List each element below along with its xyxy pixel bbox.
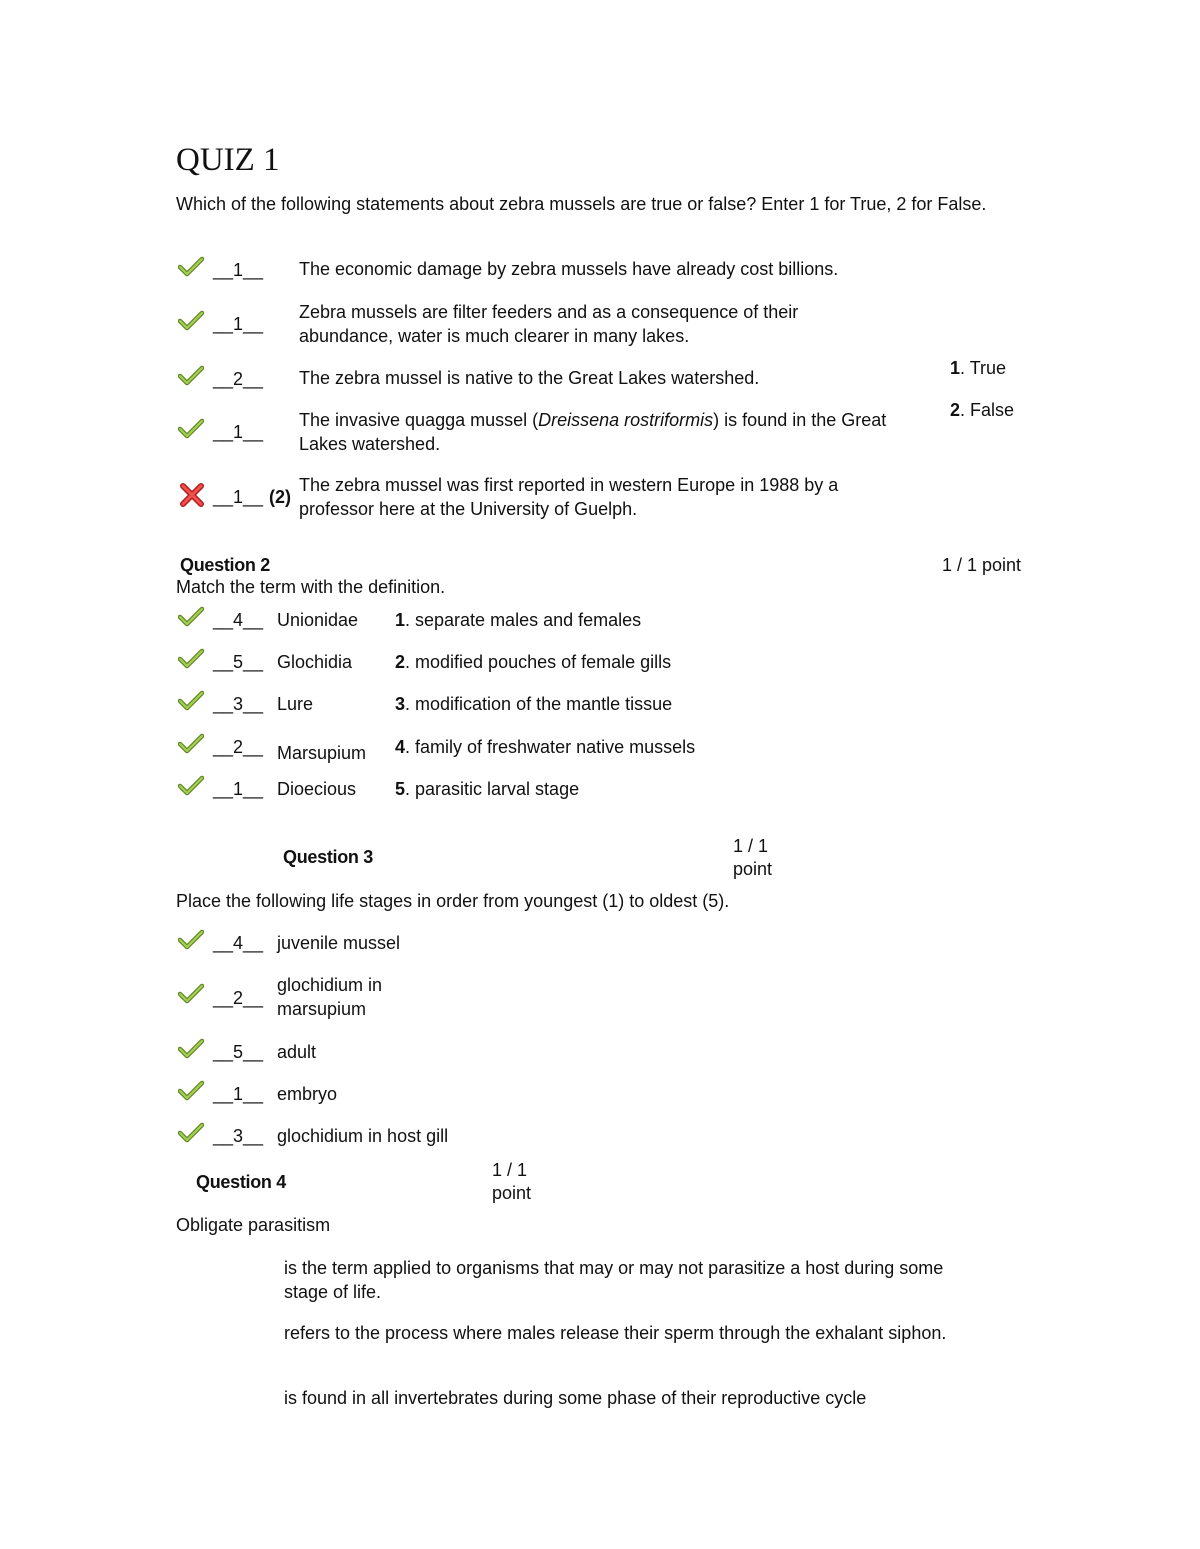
q2-term: Lure: [277, 694, 314, 714]
check-icon: [178, 606, 204, 628]
life-stage: glochidium in host gill: [277, 1126, 449, 1146]
q1-answer[interactable]: __1__: [213, 422, 264, 442]
question-4-score-unit: point: [492, 1183, 532, 1203]
question-2-score: 1 / 1 point: [942, 555, 1022, 575]
check-icon: [178, 690, 204, 712]
check-icon: [178, 733, 204, 755]
answer-choice[interactable]: is the term applied to organisms that may or may not parasitize a host during some stage of life.: [284, 1258, 944, 1302]
check-icon: [178, 775, 204, 797]
q1-statement: Zebra mussels are filter feeders and as a consequence of their abundance, water is much clearer in many lakes.: [299, 302, 799, 346]
q2-answer[interactable]: __3__: [213, 694, 264, 714]
answer-choice[interactable]: is found in all invertebrates during some phase of their reproductive cycle: [284, 1388, 867, 1408]
check-icon: [178, 1122, 204, 1144]
check-icon: [178, 418, 204, 440]
question-2-heading: Question 2: [180, 555, 271, 575]
q2-term: Unionidae: [277, 610, 359, 630]
species-name: Dreissena rostriformis: [538, 410, 714, 430]
cross-icon: [179, 482, 205, 508]
q1-statement: The zebra mussel is native to the Great Lakes watershed.: [299, 368, 760, 388]
q3-answer[interactable]: __3__: [213, 1126, 264, 1146]
q3-answer[interactable]: __4__: [213, 933, 264, 953]
q1-statement: The economic damage by zebra mussels have already cost billions.: [299, 259, 839, 279]
q1-answer[interactable]: __1__: [213, 487, 264, 507]
check-icon: [178, 648, 204, 670]
answer-choice[interactable]: refers to the process where males release their sperm through the exhalant siphon.: [284, 1323, 947, 1343]
question-3-heading: Question 3: [283, 847, 374, 867]
q2-term: Glochidia: [277, 652, 353, 672]
q2-answer[interactable]: __5__: [213, 652, 264, 672]
q1-statement: The zebra mussel was first reported in western Europe in 1988 by a professor here at the University of Guelph.: [299, 475, 839, 519]
page-title: QUIZ 1: [176, 142, 280, 178]
q1-answer[interactable]: __1__: [213, 260, 264, 280]
statement-text: ) is found in the Great Lakes watershed.: [299, 410, 887, 454]
check-icon: [178, 310, 204, 332]
question-3-score: 1 / 1: [733, 836, 769, 856]
q3-answer[interactable]: __1__: [213, 1084, 264, 1104]
check-icon: [178, 929, 204, 951]
question-2-prompt: Match the term with the definition.: [176, 577, 446, 597]
correct-answer: (2): [269, 487, 291, 507]
q1-answer[interactable]: __2__: [213, 369, 264, 389]
check-icon: [178, 365, 204, 387]
definition: 1. separate males and females: [395, 610, 642, 630]
check-icon: [178, 983, 204, 1005]
life-stage: juvenile mussel: [277, 933, 401, 953]
life-stage: glochidium in marsupium: [277, 975, 383, 1019]
q1-answer[interactable]: __1__: [213, 314, 264, 334]
check-icon: [178, 1038, 204, 1060]
q2-answer[interactable]: __1__: [213, 779, 264, 799]
question-3-prompt: Place the following life stages in order from youngest (1) to oldest (5).: [176, 891, 730, 911]
q2-term: Marsupium: [277, 743, 367, 763]
definition: 4. family of freshwater native mussels: [395, 737, 696, 757]
life-stage: embryo: [277, 1084, 338, 1104]
check-icon: [178, 256, 204, 278]
q2-answer[interactable]: __2__: [213, 737, 264, 757]
definition: 5. parasitic larval stage: [395, 779, 580, 799]
statement-text: The invasive quagga mussel (: [299, 410, 539, 430]
definition: 2. modified pouches of female gills: [395, 652, 672, 672]
check-icon: [178, 1080, 204, 1102]
q3-answer[interactable]: __2__: [213, 988, 264, 1008]
q3-answer[interactable]: __5__: [213, 1042, 264, 1062]
q2-term: Dioecious: [277, 779, 357, 799]
question-4-score: 1 / 1: [492, 1160, 528, 1180]
life-stage: adult: [277, 1042, 317, 1062]
definition: 3. modification of the mantle tissue: [395, 694, 673, 714]
option-true: 1. True: [950, 358, 1007, 378]
q1-statement: [299, 408, 939, 456]
q1-prompt: Which of the following statements about zebra mussels are true or false? Enter 1 for True, 2 for False.: [176, 194, 987, 214]
question-3-score-unit: point: [733, 859, 773, 879]
question-4-prompt: Obligate parasitism: [176, 1215, 331, 1235]
option-false: 2. False: [950, 400, 1015, 420]
q2-answer[interactable]: __4__: [213, 610, 264, 630]
question-4-heading: Question 4: [196, 1172, 287, 1192]
